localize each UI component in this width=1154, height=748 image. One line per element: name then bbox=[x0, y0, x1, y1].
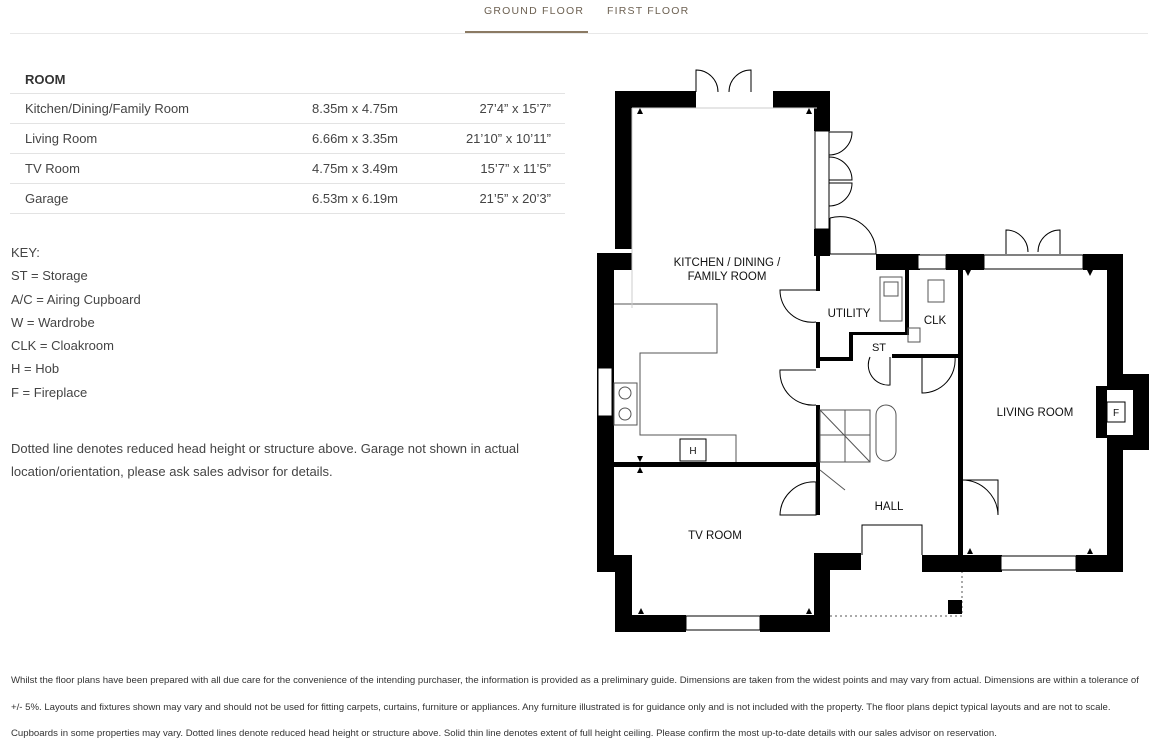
label-storage: ST bbox=[871, 342, 887, 354]
room-imperial: 15’7” x 11’5” bbox=[480, 161, 551, 176]
key-item: ST = Storage bbox=[11, 268, 88, 284]
table-row bbox=[10, 154, 565, 184]
label-kitchen-line2: FAMILY ROOM bbox=[687, 271, 767, 283]
table-row bbox=[10, 124, 565, 154]
key-title: KEY: bbox=[11, 245, 40, 260]
room-metric: 8.35m x 4.75m bbox=[312, 101, 398, 116]
room-dimensions-table bbox=[10, 66, 565, 214]
room-name: Garage bbox=[25, 191, 69, 206]
key-item: F = Fireplace bbox=[11, 384, 88, 400]
label-hob: H bbox=[689, 446, 697, 457]
tab-first-floor[interactable]: FIRST FLOOR bbox=[607, 5, 690, 17]
exterior-walls bbox=[597, 91, 1149, 632]
meter-box bbox=[948, 600, 962, 614]
room-metric: 4.75m x 3.49m bbox=[312, 161, 398, 176]
room-name: Living Room bbox=[25, 131, 98, 146]
key-item: A/C = Airing Cupboard bbox=[11, 291, 141, 307]
room-table-heading: ROOM bbox=[10, 66, 565, 94]
room-imperial: 27’4” x 15’7” bbox=[479, 101, 551, 116]
label-living-room: LIVING ROOM bbox=[996, 407, 1074, 419]
door-swings bbox=[696, 70, 1060, 555]
table-row bbox=[10, 94, 565, 124]
label-clk: CLK bbox=[923, 315, 947, 327]
room-metric: 6.53m x 6.19m bbox=[312, 191, 398, 206]
plan-key bbox=[11, 244, 141, 407]
room-name: Kitchen/Dining/Family Room bbox=[25, 101, 190, 116]
interior-walls bbox=[614, 256, 963, 555]
tab-ground-floor[interactable]: GROUND FLOOR bbox=[484, 5, 585, 17]
label-fireplace: F bbox=[1112, 408, 1120, 419]
table-row bbox=[10, 184, 565, 214]
label-utility: UTILITY bbox=[827, 308, 871, 320]
floor-tabs bbox=[0, 0, 1154, 34]
ground-floor-plan bbox=[590, 60, 1150, 640]
room-metric: 6.66m x 3.35m bbox=[312, 131, 398, 146]
room-name: TV Room bbox=[25, 161, 80, 176]
disclaimer-text: Whilst the floor plans have been prepared with all due care for the convenience of the intending purchaser, the information is provided as a preliminary guide. Dimensions are taken from the widest points and may vary from actual. Dimensions are within a tolerance of +/- 5%. Layouts and fixtures shown may vary and should not be used for fitting carpets, curtains, furniture or appliances. Any furniture illustrated is for guidance only and is not included with the property. The floor plans depict typical layouts and are not to scale. Cupboards in some properties may vary. Dotted lines denote reduced head height or structure above. Solid thin line denotes extent of full height ceiling. Please confirm the most up-to-date details with our sales advisor on reservation. bbox=[11, 675, 1139, 739]
key-item: CLK = Cloakroom bbox=[11, 338, 114, 354]
key-item: W = Wardrobe bbox=[11, 314, 95, 330]
plan-note: Dotted line denotes reduced head height or structure above. Garage not shown in actual location/orientation, please ask sales advisor for details. bbox=[11, 441, 520, 479]
room-imperial: 21’10” x 10’11” bbox=[465, 131, 551, 146]
label-hall: HALL bbox=[874, 501, 904, 513]
label-kitchen-line1: KITCHEN / DINING / bbox=[673, 257, 781, 269]
room-imperial: 21’5” x 20’3” bbox=[479, 191, 551, 206]
kitchen-units bbox=[614, 108, 962, 616]
key-item: H = Hob bbox=[11, 361, 60, 377]
tabs-divider bbox=[10, 33, 1148, 34]
label-tv-room: TV ROOM bbox=[688, 530, 742, 542]
